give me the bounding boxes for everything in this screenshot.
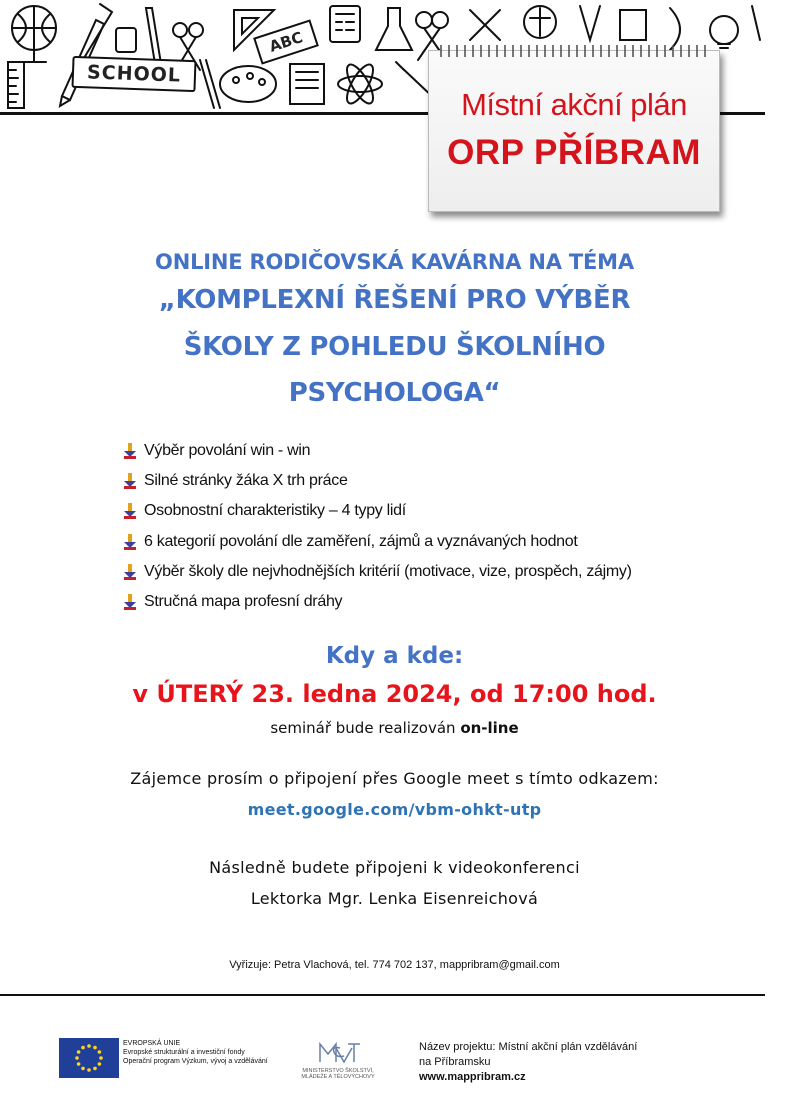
project-label: Název projektu: <box>419 1041 499 1053</box>
eu-flag-logo <box>59 1038 119 1078</box>
msmt-name-line1: MINISTERSTVO ŠKOLSTVÍ, <box>302 1068 374 1074</box>
project-name-line2: na Příbramsku <box>419 1056 491 1068</box>
arrow-bullet-icon <box>122 594 138 610</box>
map-orp-notepad <box>428 50 720 212</box>
list-item <box>122 466 742 496</box>
online-note-bold: on-line <box>460 719 519 737</box>
headline-line1: ONLINE RODIČOVSKÁ KAVÁRNA NA TÉMA <box>155 250 634 274</box>
list-item <box>122 527 742 557</box>
abc-doodle-label: ABC <box>253 19 319 64</box>
project-url[interactable]: www.mappribram.cz <box>419 1071 526 1083</box>
topic-text: Silné stránky žáka X trh práce <box>144 472 348 490</box>
topic-text: 6 kategorií povolání dle zaměření, zájmů a vyznávaných hodnot <box>144 532 578 550</box>
videoconference-note: Následně budete připojeni k videokonferenci <box>209 858 580 877</box>
notepad-title-line2: ORP PŘÍBRAM <box>447 133 701 172</box>
contact-info: Vyřizuje: Petra Vlachová, tel. 774 702 137, mappribram@gmail.com <box>229 959 560 971</box>
eu-funding-text <box>123 1039 268 1066</box>
project-info <box>419 1040 637 1085</box>
topic-text: Stručná mapa profesní dráhy <box>144 593 343 611</box>
online-note-prefix: seminář bude realizován <box>270 719 461 737</box>
arrow-bullet-icon <box>122 564 138 580</box>
headline-line4: PSYCHOLOGA“ <box>288 378 501 408</box>
topic-text: Výběr povolání win - win <box>144 442 311 460</box>
eu-text-line3: Operační program Výzkum, vývoj a vzdělávání <box>123 1058 268 1065</box>
lecturer-name: Lektorka Mgr. Lenka Eisenreichová <box>250 889 539 908</box>
eu-text-line1: EVROPSKÁ UNIE <box>123 1040 181 1047</box>
online-note <box>0 719 789 737</box>
join-instructions: Zájemce prosím o připojení přes Google meet s tímto odkazem: <box>130 769 659 788</box>
eu-text-line2: Evropské strukturální a investiční fondy <box>123 1049 245 1056</box>
arrow-bullet-icon <box>122 503 138 519</box>
footer-divider <box>0 994 765 996</box>
list-item <box>122 557 742 587</box>
msmt-name-text <box>296 1068 380 1080</box>
event-date: v ÚTERÝ 23. ledna 2024, od 17:00 hod. <box>132 680 657 708</box>
project-name: Místní akční plán vzdělávání <box>498 1041 638 1053</box>
school-doodle-label: SCHOOL <box>71 56 196 92</box>
topic-text: Osobnostní charakteristiky – 4 typy lidí <box>144 502 406 520</box>
list-item <box>122 496 742 526</box>
arrow-bullet-icon <box>122 443 138 459</box>
arrow-bullet-icon <box>122 473 138 489</box>
topic-text: Výběr školy dle nejvhodnějších kritérií (motivace, vize, prospěch, zájmy) <box>144 562 632 580</box>
list-item <box>122 436 742 466</box>
when-where-label: Kdy a kde: <box>325 643 464 669</box>
notepad-spiral-binding <box>437 41 711 61</box>
notepad-title-line1: Místní akční plán <box>461 87 687 122</box>
list-item <box>122 587 742 617</box>
headline-line2: „KOMPLEXNÍ ŘEŠENÍ PRO VÝBĚR <box>158 285 631 315</box>
headline-line3: ŠKOLY Z POHLEDU ŠKOLNÍHO <box>183 332 606 362</box>
google-meet-link[interactable]: meet.google.com/vbm-ohkt-utp <box>247 800 542 819</box>
msmt-name-line2: MLÁDEŽE A TĚLOVÝCHOVY <box>301 1074 375 1080</box>
arrow-bullet-icon <box>122 534 138 550</box>
topic-list <box>122 436 742 617</box>
project-name-line1 <box>419 1040 637 1055</box>
